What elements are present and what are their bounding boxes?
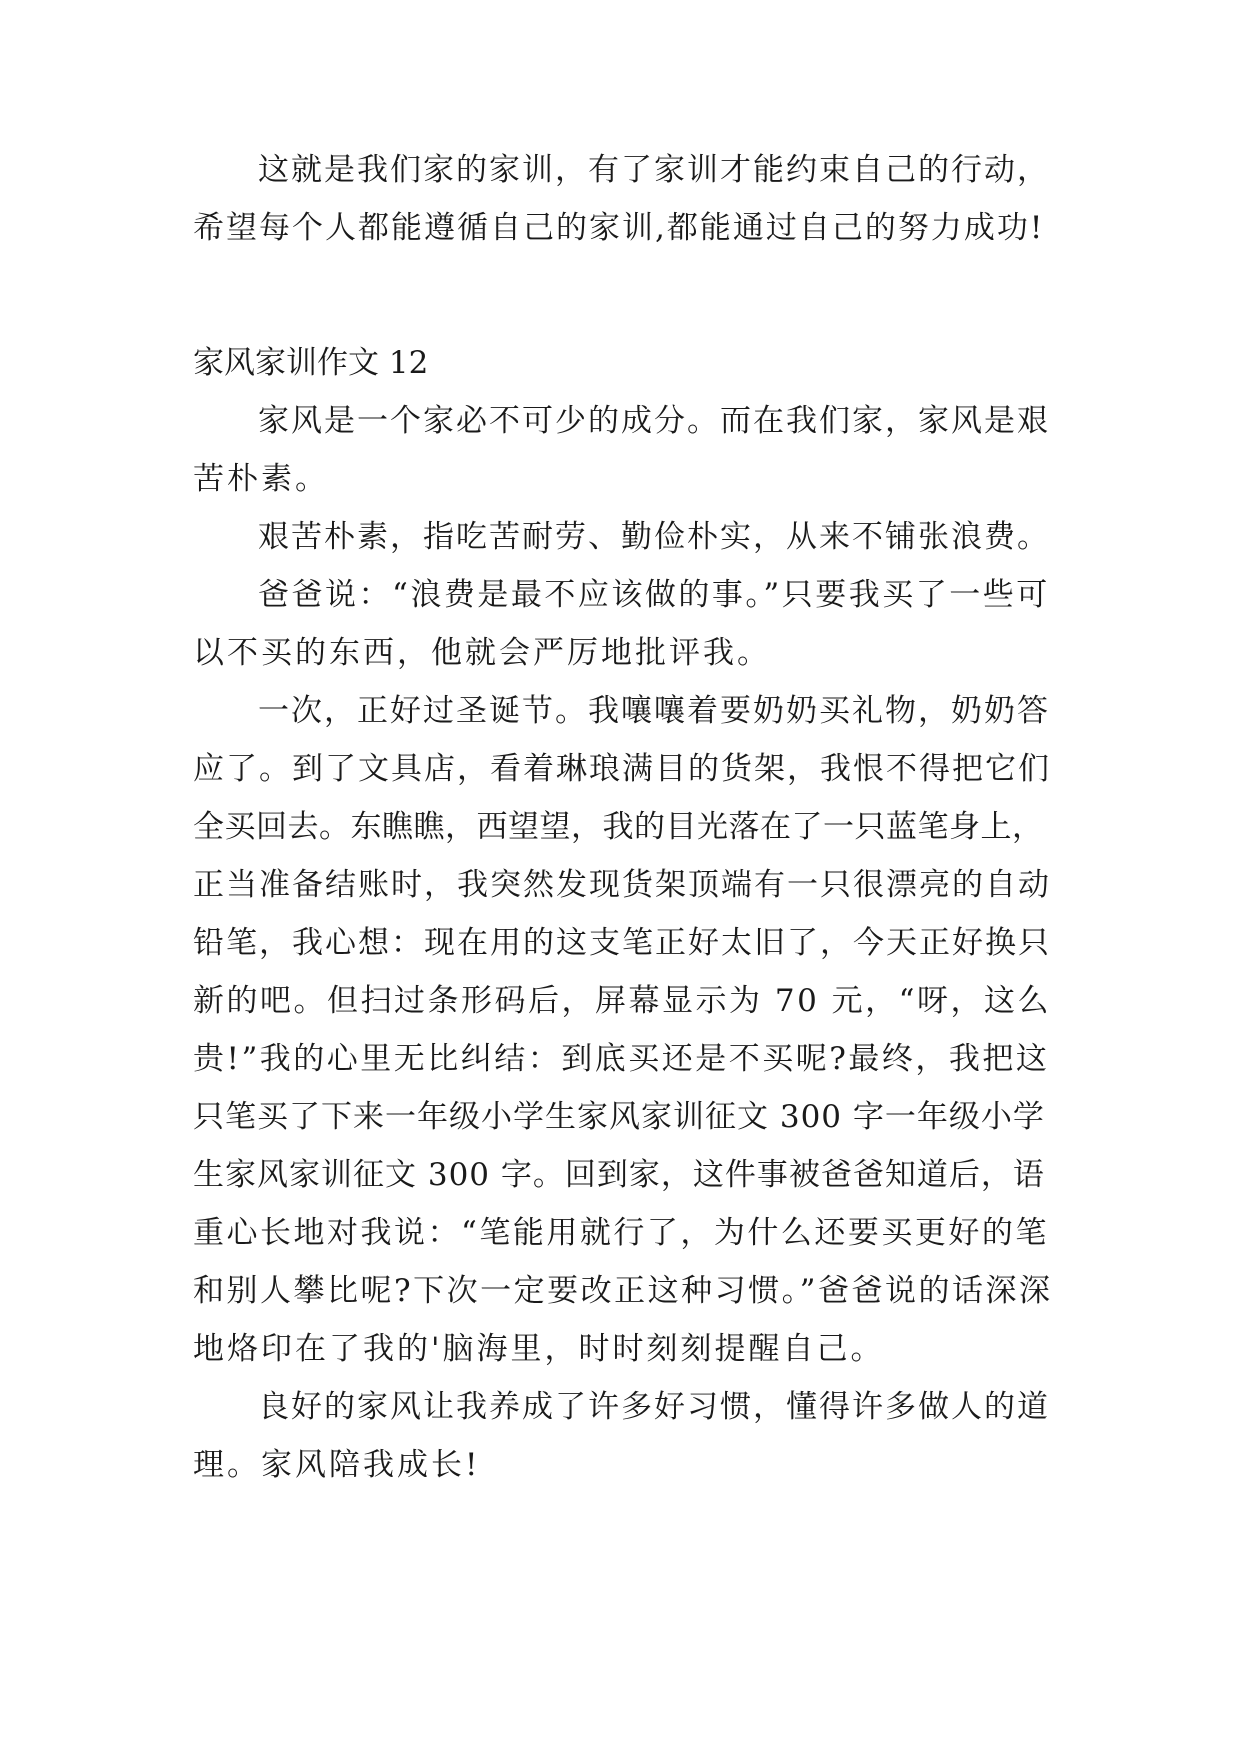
paragraph-line: 理。家风陪我成长!	[193, 1447, 481, 1483]
section-heading: 家风家训作文 12	[193, 345, 429, 381]
paragraph-line: 家风是一个家必不可少的成分。而在我们家，家风是艰	[258, 403, 1050, 439]
paragraph-line: 地烙印在了我的'脑海里，时时刻刻提醒自己。	[193, 1331, 885, 1367]
paragraph-line: 良好的家风让我养成了许多好习惯，懂得许多做人的道	[258, 1389, 1050, 1425]
paragraph-line: 只笔买了下来一年级小学生家风家训征文 300 字一年级小学	[193, 1099, 1045, 1135]
paragraph-line: 爸爸说：“浪费是最不应该做的事。”只要我买了一些可	[258, 577, 1050, 613]
paragraph-line: 贵!”我的心里无比纠结：到底买还是不买呢?最终，我把这	[193, 1041, 1050, 1077]
paragraph-line: 生家风家训征文 300 字。回到家，这件事被爸爸知道后，语	[193, 1157, 1045, 1193]
paragraph-line: 正当准备结账时，我突然发现货架顶端有一只很漂亮的自动	[193, 867, 1051, 903]
paragraph-line: 铅笔，我心想：现在用的这支笔正好太旧了，今天正好换只	[193, 925, 1051, 961]
paragraph-line: 艰苦朴素，指吃苦耐劳、勤俭朴实，从来不铺张浪费。	[258, 519, 1050, 555]
paragraph-line: 和别人攀比呢?下次一定要改正这种习惯。”爸爸说的话深深	[193, 1273, 1053, 1309]
paragraph-line: 重心长地对我说：“笔能用就行了，为什么还要买更好的笔	[193, 1215, 1049, 1251]
paragraph-line: 一次，正好过圣诞节。我嚷嚷着要奶奶买礼物，奶奶答	[258, 693, 1050, 729]
paragraph-line: 希望每个人都能遵循自己的家训,都能通过自己的努力成功!	[193, 210, 1045, 246]
paragraph-line: 新的吧。但扫过条形码后，屏幕显示为 70 元，“呀，这么	[193, 983, 1051, 1019]
paragraph-line: 苦朴素。	[193, 461, 329, 497]
paragraph-line: 应了。到了文具店，看着琳琅满目的货架，我恨不得把它们	[193, 751, 1051, 787]
paragraph-line: 这就是我们家的家训，有了家训才能约束自己的行动，	[258, 152, 1050, 188]
paragraph-line: 以不买的东西，他就会严厉地批评我。	[193, 635, 771, 671]
paragraph-line: 全买回去。东瞧瞧，西望望，我的目光落在了一只蓝笔身上，	[193, 809, 1044, 845]
